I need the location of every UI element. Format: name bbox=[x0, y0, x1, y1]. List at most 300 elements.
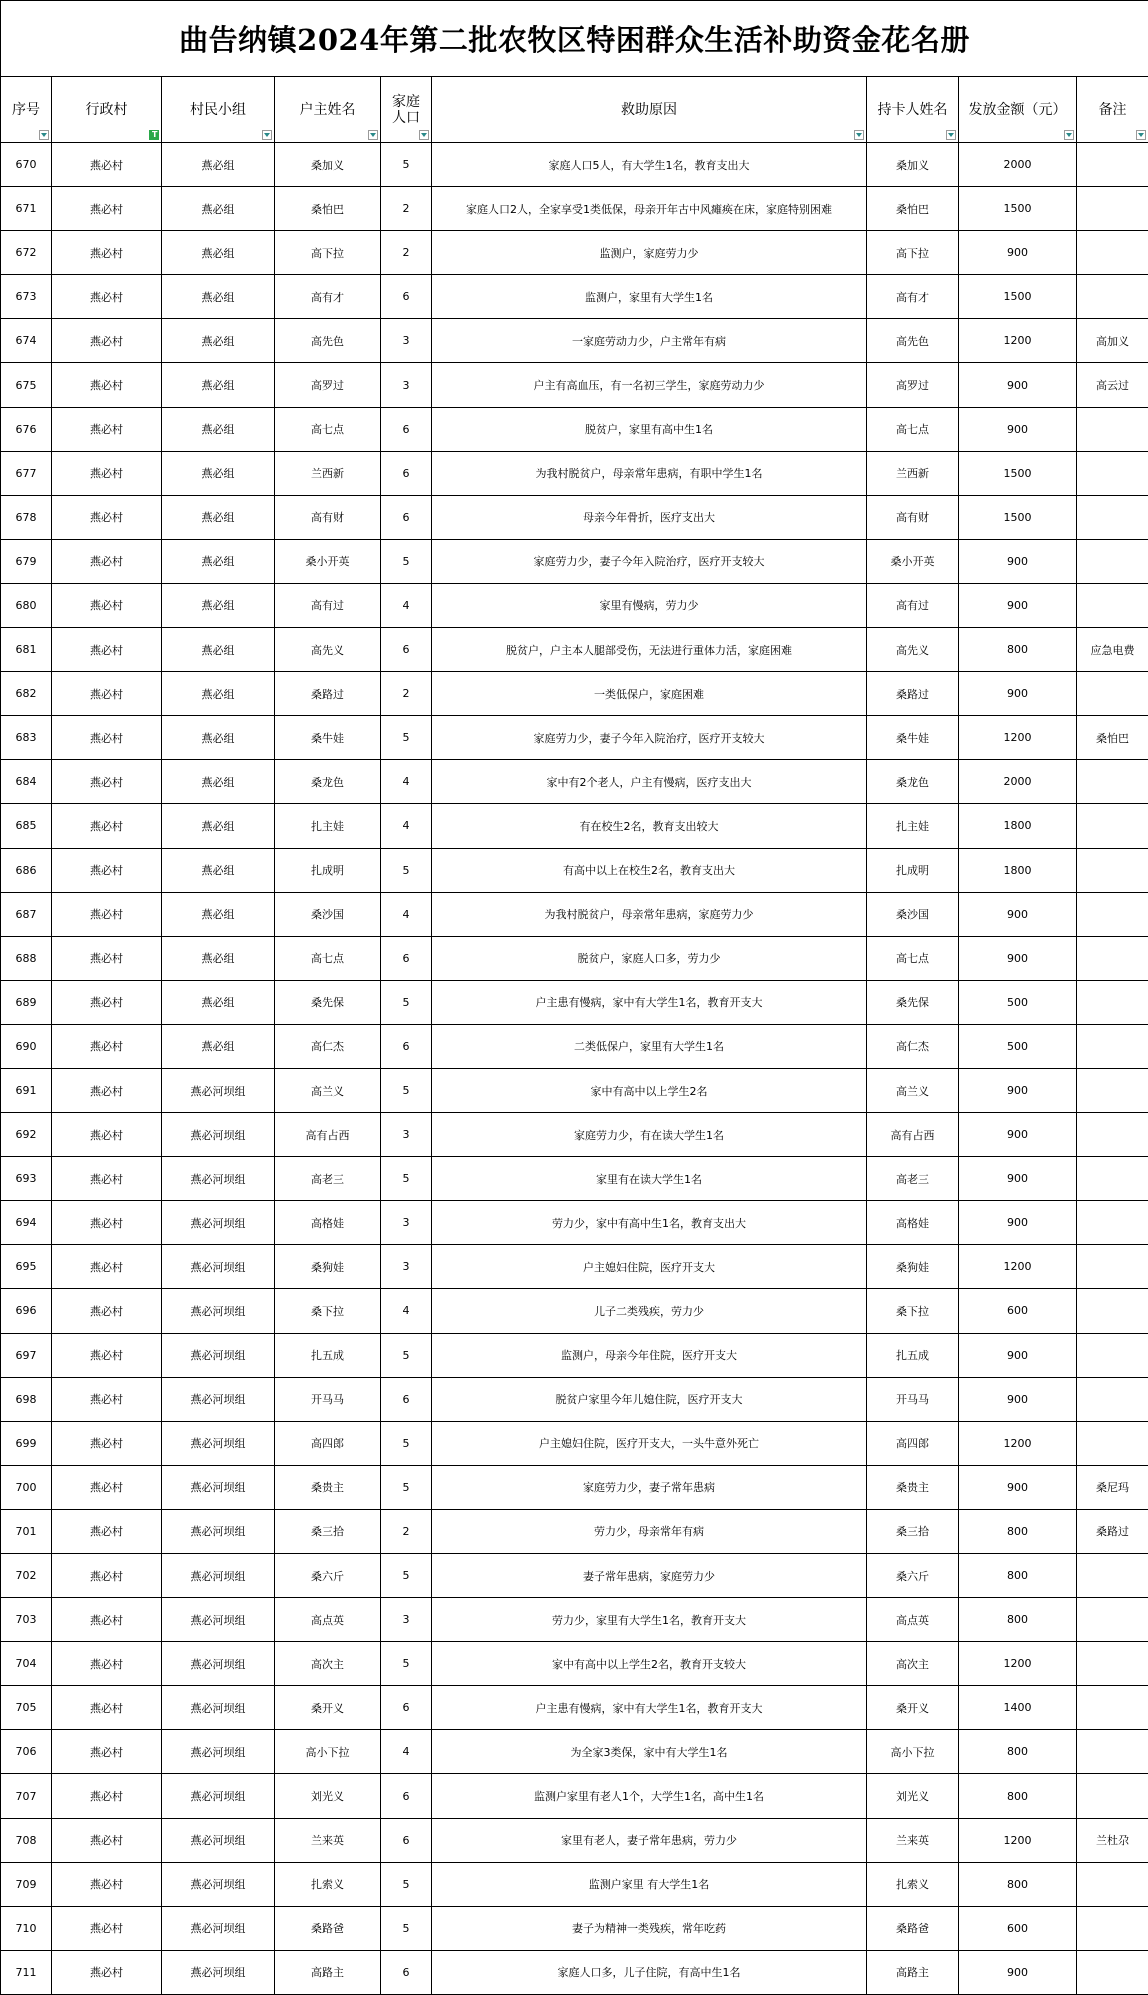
cell-head[interactable]: 高路主 bbox=[275, 1950, 381, 1994]
cell-head[interactable]: 桑开义 bbox=[275, 1686, 381, 1730]
cell-group[interactable]: 燕必河坝组 bbox=[162, 1642, 275, 1686]
cell-group[interactable]: 燕必河坝组 bbox=[162, 1730, 275, 1774]
cell-village[interactable]: 燕必村 bbox=[52, 319, 162, 363]
cell-amount[interactable]: 900 bbox=[959, 539, 1077, 583]
cell-amount[interactable]: 900 bbox=[959, 936, 1077, 980]
cell-group[interactable]: 燕必河坝组 bbox=[162, 1950, 275, 1994]
cell-head[interactable]: 扎成明 bbox=[275, 848, 381, 892]
cell-head[interactable]: 扎主娃 bbox=[275, 804, 381, 848]
cell-reason[interactable]: 监测户，家庭劳力少 bbox=[432, 231, 867, 275]
cell-group[interactable]: 燕必组 bbox=[162, 231, 275, 275]
cell-head[interactable]: 桑牛娃 bbox=[275, 716, 381, 760]
cell-holder[interactable]: 桑贵主 bbox=[867, 1465, 959, 1509]
cell-amount[interactable]: 900 bbox=[959, 363, 1077, 407]
cell-reason[interactable]: 户主患有慢病，家中有大学生1名，教育开支大 bbox=[432, 980, 867, 1024]
cell-seq[interactable]: 679 bbox=[1, 539, 52, 583]
cell-note[interactable] bbox=[1077, 1598, 1148, 1642]
cell-holder[interactable]: 桑沙国 bbox=[867, 892, 959, 936]
cell-amount[interactable]: 900 bbox=[959, 1113, 1077, 1157]
cell-head[interactable]: 桑先保 bbox=[275, 980, 381, 1024]
cell-amount[interactable]: 1400 bbox=[959, 1686, 1077, 1730]
cell-group[interactable]: 燕必组 bbox=[162, 187, 275, 231]
cell-reason[interactable]: 有高中以上在校生2名，教育支出大 bbox=[432, 848, 867, 892]
cell-pop[interactable]: 5 bbox=[381, 1068, 432, 1112]
cell-note[interactable] bbox=[1077, 407, 1148, 451]
cell-pop[interactable]: 3 bbox=[381, 1201, 432, 1245]
cell-reason[interactable]: 家中有高中以上学生2名 bbox=[432, 1068, 867, 1112]
cell-note[interactable]: 桑路过 bbox=[1077, 1509, 1148, 1553]
cell-note[interactable] bbox=[1077, 1906, 1148, 1950]
cell-holder[interactable]: 扎五成 bbox=[867, 1333, 959, 1377]
cell-note[interactable] bbox=[1077, 804, 1148, 848]
cell-pop[interactable]: 6 bbox=[381, 407, 432, 451]
cell-village[interactable]: 燕必村 bbox=[52, 1024, 162, 1068]
cell-village[interactable]: 燕必村 bbox=[52, 231, 162, 275]
cell-amount[interactable]: 600 bbox=[959, 1906, 1077, 1950]
cell-amount[interactable]: 800 bbox=[959, 1730, 1077, 1774]
filter-dropdown-icon[interactable] bbox=[262, 130, 272, 140]
cell-seq[interactable]: 700 bbox=[1, 1465, 52, 1509]
cell-holder[interactable]: 桑路过 bbox=[867, 672, 959, 716]
cell-village[interactable]: 燕必村 bbox=[52, 1862, 162, 1906]
cell-village[interactable]: 燕必村 bbox=[52, 716, 162, 760]
cell-pop[interactable]: 5 bbox=[381, 980, 432, 1024]
cell-holder[interactable]: 高格娃 bbox=[867, 1201, 959, 1245]
cell-group[interactable]: 燕必河坝组 bbox=[162, 1289, 275, 1333]
cell-group[interactable]: 燕必组 bbox=[162, 583, 275, 627]
cell-holder[interactable]: 桑加义 bbox=[867, 143, 959, 187]
cell-seq[interactable]: 710 bbox=[1, 1906, 52, 1950]
cell-pop[interactable]: 5 bbox=[381, 1157, 432, 1201]
cell-note[interactable] bbox=[1077, 495, 1148, 539]
cell-head[interactable]: 桑狗娃 bbox=[275, 1245, 381, 1289]
cell-head[interactable]: 高格娃 bbox=[275, 1201, 381, 1245]
cell-seq[interactable]: 683 bbox=[1, 716, 52, 760]
cell-village[interactable]: 燕必村 bbox=[52, 1377, 162, 1421]
cell-note[interactable] bbox=[1077, 1686, 1148, 1730]
cell-village[interactable]: 燕必村 bbox=[52, 451, 162, 495]
cell-amount[interactable]: 800 bbox=[959, 1554, 1077, 1598]
cell-note[interactable] bbox=[1077, 583, 1148, 627]
cell-amount[interactable]: 900 bbox=[959, 1377, 1077, 1421]
cell-head[interactable]: 桑怕巴 bbox=[275, 187, 381, 231]
cell-village[interactable]: 燕必村 bbox=[52, 187, 162, 231]
cell-group[interactable]: 燕必组 bbox=[162, 407, 275, 451]
cell-holder[interactable]: 高路主 bbox=[867, 1950, 959, 1994]
cell-pop[interactable]: 5 bbox=[381, 716, 432, 760]
cell-amount[interactable]: 600 bbox=[959, 1289, 1077, 1333]
cell-note[interactable] bbox=[1077, 1554, 1148, 1598]
cell-holder[interactable]: 扎索义 bbox=[867, 1862, 959, 1906]
cell-village[interactable]: 燕必村 bbox=[52, 1245, 162, 1289]
cell-holder[interactable]: 桑牛娃 bbox=[867, 716, 959, 760]
cell-group[interactable]: 燕必组 bbox=[162, 275, 275, 319]
cell-holder[interactable]: 兰西新 bbox=[867, 451, 959, 495]
cell-pop[interactable]: 3 bbox=[381, 363, 432, 407]
cell-head[interactable]: 高有才 bbox=[275, 275, 381, 319]
cell-amount[interactable]: 900 bbox=[959, 892, 1077, 936]
cell-village[interactable]: 燕必村 bbox=[52, 1818, 162, 1862]
cell-reason[interactable]: 监测户家里 有大学生1名 bbox=[432, 1862, 867, 1906]
cell-seq[interactable]: 691 bbox=[1, 1068, 52, 1112]
cell-holder[interactable]: 高四郎 bbox=[867, 1421, 959, 1465]
cell-group[interactable]: 燕必组 bbox=[162, 936, 275, 980]
cell-seq[interactable]: 690 bbox=[1, 1024, 52, 1068]
cell-group[interactable]: 燕必河坝组 bbox=[162, 1554, 275, 1598]
cell-pop[interactable]: 6 bbox=[381, 936, 432, 980]
cell-head[interactable]: 高点英 bbox=[275, 1598, 381, 1642]
cell-pop[interactable]: 4 bbox=[381, 804, 432, 848]
filter-dropdown-icon[interactable] bbox=[946, 130, 956, 140]
cell-amount[interactable]: 500 bbox=[959, 980, 1077, 1024]
cell-pop[interactable]: 6 bbox=[381, 1686, 432, 1730]
cell-head[interactable]: 桑六斤 bbox=[275, 1554, 381, 1598]
cell-head[interactable]: 桑贵主 bbox=[275, 1465, 381, 1509]
cell-pop[interactable]: 3 bbox=[381, 1598, 432, 1642]
cell-village[interactable]: 燕必村 bbox=[52, 495, 162, 539]
cell-head[interactable]: 高七点 bbox=[275, 407, 381, 451]
cell-group[interactable]: 燕必河坝组 bbox=[162, 1157, 275, 1201]
cell-seq[interactable]: 677 bbox=[1, 451, 52, 495]
cell-holder[interactable]: 兰来英 bbox=[867, 1818, 959, 1862]
cell-village[interactable]: 燕必村 bbox=[52, 936, 162, 980]
filter-dropdown-icon[interactable] bbox=[854, 130, 864, 140]
cell-seq[interactable]: 696 bbox=[1, 1289, 52, 1333]
cell-village[interactable]: 燕必村 bbox=[52, 672, 162, 716]
cell-group[interactable]: 燕必河坝组 bbox=[162, 1598, 275, 1642]
cell-village[interactable]: 燕必村 bbox=[52, 363, 162, 407]
cell-seq[interactable]: 682 bbox=[1, 672, 52, 716]
cell-group[interactable]: 燕必组 bbox=[162, 1024, 275, 1068]
cell-holder[interactable]: 高七点 bbox=[867, 407, 959, 451]
cell-village[interactable]: 燕必村 bbox=[52, 1598, 162, 1642]
cell-holder[interactable]: 高仁杰 bbox=[867, 1024, 959, 1068]
cell-seq[interactable]: 676 bbox=[1, 407, 52, 451]
filter-dropdown-icon[interactable] bbox=[419, 130, 429, 140]
cell-group[interactable]: 燕必组 bbox=[162, 628, 275, 672]
cell-pop[interactable]: 4 bbox=[381, 1289, 432, 1333]
cell-pop[interactable]: 5 bbox=[381, 143, 432, 187]
cell-seq[interactable]: 695 bbox=[1, 1245, 52, 1289]
cell-seq[interactable]: 709 bbox=[1, 1862, 52, 1906]
cell-amount[interactable]: 800 bbox=[959, 1509, 1077, 1553]
cell-village[interactable]: 燕必村 bbox=[52, 892, 162, 936]
cell-pop[interactable]: 2 bbox=[381, 1509, 432, 1553]
cell-seq[interactable]: 673 bbox=[1, 275, 52, 319]
cell-note[interactable] bbox=[1077, 1201, 1148, 1245]
cell-seq[interactable]: 674 bbox=[1, 319, 52, 363]
cell-amount[interactable]: 900 bbox=[959, 1157, 1077, 1201]
cell-note[interactable]: 兰杜尕 bbox=[1077, 1818, 1148, 1862]
cell-head[interactable]: 桑三拾 bbox=[275, 1509, 381, 1553]
cell-amount[interactable]: 500 bbox=[959, 1024, 1077, 1068]
cell-village[interactable]: 燕必村 bbox=[52, 407, 162, 451]
cell-seq[interactable]: 707 bbox=[1, 1774, 52, 1818]
cell-head[interactable]: 高小下拉 bbox=[275, 1730, 381, 1774]
cell-head[interactable]: 高次主 bbox=[275, 1642, 381, 1686]
cell-village[interactable]: 燕必村 bbox=[52, 1950, 162, 1994]
cell-reason[interactable]: 劳力少，家中有高中生1名，教育支出大 bbox=[432, 1201, 867, 1245]
cell-pop[interactable]: 3 bbox=[381, 1113, 432, 1157]
cell-village[interactable]: 燕必村 bbox=[52, 1333, 162, 1377]
cell-amount[interactable]: 800 bbox=[959, 1862, 1077, 1906]
cell-amount[interactable]: 900 bbox=[959, 1465, 1077, 1509]
cell-seq[interactable]: 698 bbox=[1, 1377, 52, 1421]
cell-reason[interactable]: 家庭劳力少，妻子常年患病 bbox=[432, 1465, 867, 1509]
cell-holder[interactable]: 高先色 bbox=[867, 319, 959, 363]
cell-head[interactable]: 高仁杰 bbox=[275, 1024, 381, 1068]
cell-seq[interactable]: 686 bbox=[1, 848, 52, 892]
cell-amount[interactable]: 2000 bbox=[959, 143, 1077, 187]
cell-amount[interactable]: 1800 bbox=[959, 804, 1077, 848]
cell-pop[interactable]: 6 bbox=[381, 495, 432, 539]
cell-group[interactable]: 燕必组 bbox=[162, 760, 275, 804]
cell-village[interactable]: 燕必村 bbox=[52, 275, 162, 319]
cell-village[interactable]: 燕必村 bbox=[52, 1068, 162, 1112]
cell-holder[interactable]: 刘光义 bbox=[867, 1774, 959, 1818]
cell-holder[interactable]: 桑怕巴 bbox=[867, 187, 959, 231]
cell-pop[interactable]: 6 bbox=[381, 1774, 432, 1818]
cell-note[interactable] bbox=[1077, 539, 1148, 583]
cell-pop[interactable]: 6 bbox=[381, 451, 432, 495]
cell-reason[interactable]: 监测户，母亲今年住院，医疗开支大 bbox=[432, 1333, 867, 1377]
cell-amount[interactable]: 1200 bbox=[959, 1421, 1077, 1465]
cell-head[interactable]: 开马马 bbox=[275, 1377, 381, 1421]
cell-note[interactable] bbox=[1077, 1377, 1148, 1421]
cell-reason[interactable]: 脱贫户，户主本人腿部受伤，无法进行重体力活，家庭困难 bbox=[432, 628, 867, 672]
cell-group[interactable]: 燕必河坝组 bbox=[162, 1068, 275, 1112]
cell-seq[interactable]: 681 bbox=[1, 628, 52, 672]
cell-holder[interactable]: 桑狗娃 bbox=[867, 1245, 959, 1289]
cell-head[interactable]: 桑小开英 bbox=[275, 539, 381, 583]
cell-reason[interactable]: 家里有慢病，劳力少 bbox=[432, 583, 867, 627]
cell-holder[interactable]: 开马马 bbox=[867, 1377, 959, 1421]
cell-reason[interactable]: 监测户，家里有大学生1名 bbox=[432, 275, 867, 319]
cell-head[interactable]: 高先色 bbox=[275, 319, 381, 363]
cell-reason[interactable]: 家中有2个老人，户主有慢病，医疗支出大 bbox=[432, 760, 867, 804]
cell-group[interactable]: 燕必河坝组 bbox=[162, 1774, 275, 1818]
cell-note[interactable] bbox=[1077, 1642, 1148, 1686]
cell-pop[interactable]: 5 bbox=[381, 1642, 432, 1686]
cell-note[interactable]: 高加义 bbox=[1077, 319, 1148, 363]
cell-note[interactable] bbox=[1077, 1024, 1148, 1068]
cell-reason[interactable]: 脱贫户家里今年儿媳住院，医疗开支大 bbox=[432, 1377, 867, 1421]
cell-group[interactable]: 燕必组 bbox=[162, 848, 275, 892]
cell-reason[interactable]: 户主患有慢病，家中有大学生1名，教育开支大 bbox=[432, 1686, 867, 1730]
cell-holder[interactable]: 高下拉 bbox=[867, 231, 959, 275]
cell-seq[interactable]: 685 bbox=[1, 804, 52, 848]
cell-note[interactable]: 应急电费 bbox=[1077, 628, 1148, 672]
cell-seq[interactable]: 699 bbox=[1, 1421, 52, 1465]
cell-village[interactable]: 燕必村 bbox=[52, 804, 162, 848]
cell-group[interactable]: 燕必河坝组 bbox=[162, 1465, 275, 1509]
cell-group[interactable]: 燕必组 bbox=[162, 143, 275, 187]
cell-holder[interactable]: 高有才 bbox=[867, 275, 959, 319]
cell-note[interactable] bbox=[1077, 1862, 1148, 1906]
cell-seq[interactable]: 702 bbox=[1, 1554, 52, 1598]
cell-village[interactable]: 燕必村 bbox=[52, 1642, 162, 1686]
cell-reason[interactable]: 家庭人口多，儿子住院，有高中生1名 bbox=[432, 1950, 867, 1994]
cell-head[interactable]: 高四郎 bbox=[275, 1421, 381, 1465]
cell-reason[interactable]: 家中有高中以上学生2名，教育开支较大 bbox=[432, 1642, 867, 1686]
cell-holder[interactable]: 桑小开英 bbox=[867, 539, 959, 583]
cell-note[interactable] bbox=[1077, 1730, 1148, 1774]
cell-reason[interactable]: 脱贫户，家庭人口多，劳力少 bbox=[432, 936, 867, 980]
cell-village[interactable]: 燕必村 bbox=[52, 1686, 162, 1730]
cell-seq[interactable]: 688 bbox=[1, 936, 52, 980]
cell-head[interactable]: 高罗过 bbox=[275, 363, 381, 407]
cell-note[interactable] bbox=[1077, 275, 1148, 319]
cell-amount[interactable]: 900 bbox=[959, 1950, 1077, 1994]
cell-head[interactable]: 刘光义 bbox=[275, 1774, 381, 1818]
cell-reason[interactable]: 劳力少，母亲常年有病 bbox=[432, 1509, 867, 1553]
cell-seq[interactable]: 697 bbox=[1, 1333, 52, 1377]
cell-holder[interactable]: 扎成明 bbox=[867, 848, 959, 892]
cell-head[interactable]: 高有财 bbox=[275, 495, 381, 539]
cell-pop[interactable]: 2 bbox=[381, 231, 432, 275]
cell-head[interactable]: 扎索义 bbox=[275, 1862, 381, 1906]
cell-group[interactable]: 燕必河坝组 bbox=[162, 1906, 275, 1950]
cell-village[interactable]: 燕必村 bbox=[52, 628, 162, 672]
cell-holder[interactable]: 高老三 bbox=[867, 1157, 959, 1201]
cell-holder[interactable]: 高有财 bbox=[867, 495, 959, 539]
cell-group[interactable]: 燕必组 bbox=[162, 980, 275, 1024]
cell-seq[interactable]: 670 bbox=[1, 143, 52, 187]
cell-note[interactable] bbox=[1077, 1950, 1148, 1994]
cell-note[interactable] bbox=[1077, 1421, 1148, 1465]
cell-note[interactable] bbox=[1077, 848, 1148, 892]
cell-holder[interactable]: 桑三拾 bbox=[867, 1509, 959, 1553]
cell-seq[interactable]: 708 bbox=[1, 1818, 52, 1862]
cell-pop[interactable]: 6 bbox=[381, 1024, 432, 1068]
cell-holder[interactable]: 桑路爸 bbox=[867, 1906, 959, 1950]
cell-village[interactable]: 燕必村 bbox=[52, 1157, 162, 1201]
filter-dropdown-icon[interactable] bbox=[39, 130, 49, 140]
cell-village[interactable]: 燕必村 bbox=[52, 1113, 162, 1157]
cell-village[interactable]: 燕必村 bbox=[52, 1465, 162, 1509]
cell-note[interactable] bbox=[1077, 1289, 1148, 1333]
cell-village[interactable]: 燕必村 bbox=[52, 1421, 162, 1465]
cell-head[interactable]: 扎五成 bbox=[275, 1333, 381, 1377]
cell-note[interactable] bbox=[1077, 936, 1148, 980]
cell-note[interactable] bbox=[1077, 231, 1148, 275]
cell-note[interactable] bbox=[1077, 1157, 1148, 1201]
cell-holder[interactable]: 高罗过 bbox=[867, 363, 959, 407]
cell-amount[interactable]: 900 bbox=[959, 231, 1077, 275]
cell-village[interactable]: 燕必村 bbox=[52, 848, 162, 892]
cell-pop[interactable]: 6 bbox=[381, 1950, 432, 1994]
cell-note[interactable] bbox=[1077, 1245, 1148, 1289]
cell-note[interactable]: 高云过 bbox=[1077, 363, 1148, 407]
cell-reason[interactable]: 劳力少，家里有大学生1名，教育开支大 bbox=[432, 1598, 867, 1642]
cell-head[interactable]: 高有占西 bbox=[275, 1113, 381, 1157]
cell-amount[interactable]: 800 bbox=[959, 628, 1077, 672]
cell-pop[interactable]: 2 bbox=[381, 187, 432, 231]
cell-group[interactable]: 燕必组 bbox=[162, 363, 275, 407]
cell-group[interactable]: 燕必组 bbox=[162, 716, 275, 760]
cell-seq[interactable]: 694 bbox=[1, 1201, 52, 1245]
cell-seq[interactable]: 704 bbox=[1, 1642, 52, 1686]
cell-reason[interactable]: 户主有高血压，有一名初三学生，家庭劳动力少 bbox=[432, 363, 867, 407]
cell-seq[interactable]: 672 bbox=[1, 231, 52, 275]
cell-head[interactable]: 兰来英 bbox=[275, 1818, 381, 1862]
cell-group[interactable]: 燕必组 bbox=[162, 319, 275, 363]
cell-group[interactable]: 燕必组 bbox=[162, 495, 275, 539]
cell-village[interactable]: 燕必村 bbox=[52, 1509, 162, 1553]
cell-note[interactable] bbox=[1077, 1113, 1148, 1157]
cell-reason[interactable]: 家庭劳力少，妻子今年入院治疗，医疗开支较大 bbox=[432, 716, 867, 760]
cell-reason[interactable]: 家庭人口2人，全家享受1类低保，母亲开年古中风瘫痪在床，家庭特别困难 bbox=[432, 187, 867, 231]
cell-seq[interactable]: 706 bbox=[1, 1730, 52, 1774]
cell-pop[interactable]: 5 bbox=[381, 1554, 432, 1598]
cell-village[interactable]: 燕必村 bbox=[52, 1774, 162, 1818]
cell-holder[interactable]: 桑开义 bbox=[867, 1686, 959, 1730]
cell-group[interactable]: 燕必河坝组 bbox=[162, 1509, 275, 1553]
cell-pop[interactable]: 4 bbox=[381, 1730, 432, 1774]
cell-group[interactable]: 燕必河坝组 bbox=[162, 1377, 275, 1421]
cell-village[interactable]: 燕必村 bbox=[52, 1554, 162, 1598]
cell-note[interactable] bbox=[1077, 187, 1148, 231]
cell-group[interactable]: 燕必河坝组 bbox=[162, 1862, 275, 1906]
cell-amount[interactable]: 900 bbox=[959, 583, 1077, 627]
cell-village[interactable]: 燕必村 bbox=[52, 1201, 162, 1245]
cell-holder[interactable]: 高次主 bbox=[867, 1642, 959, 1686]
cell-seq[interactable]: 711 bbox=[1, 1950, 52, 1994]
cell-reason[interactable]: 户主媳妇住院，医疗开支大，一头牛意外死亡 bbox=[432, 1421, 867, 1465]
cell-pop[interactable]: 3 bbox=[381, 1245, 432, 1289]
cell-pop[interactable]: 6 bbox=[381, 628, 432, 672]
cell-head[interactable]: 桑龙色 bbox=[275, 760, 381, 804]
cell-note[interactable] bbox=[1077, 1774, 1148, 1818]
cell-seq[interactable]: 703 bbox=[1, 1598, 52, 1642]
cell-holder[interactable]: 高兰义 bbox=[867, 1068, 959, 1112]
cell-seq[interactable]: 680 bbox=[1, 583, 52, 627]
cell-reason[interactable]: 家庭人口5人，有大学生1名，教育支出大 bbox=[432, 143, 867, 187]
cell-reason[interactable]: 脱贫户，家里有高中生1名 bbox=[432, 407, 867, 451]
cell-reason[interactable]: 妻子为精神一类残疾，常年吃药 bbox=[432, 1906, 867, 1950]
cell-reason[interactable]: 有在校生2名，教育支出较大 bbox=[432, 804, 867, 848]
cell-pop[interactable]: 5 bbox=[381, 848, 432, 892]
cell-pop[interactable]: 6 bbox=[381, 1377, 432, 1421]
cell-amount[interactable]: 800 bbox=[959, 1774, 1077, 1818]
cell-reason[interactable]: 母亲今年骨折，医疗支出大 bbox=[432, 495, 867, 539]
cell-note[interactable]: 桑怕巴 bbox=[1077, 716, 1148, 760]
cell-head[interactable]: 高七点 bbox=[275, 936, 381, 980]
cell-village[interactable]: 燕必村 bbox=[52, 760, 162, 804]
cell-amount[interactable]: 2000 bbox=[959, 760, 1077, 804]
cell-seq[interactable]: 701 bbox=[1, 1509, 52, 1553]
cell-note[interactable] bbox=[1077, 980, 1148, 1024]
cell-holder[interactable]: 高先义 bbox=[867, 628, 959, 672]
cell-note[interactable] bbox=[1077, 672, 1148, 716]
cell-village[interactable]: 燕必村 bbox=[52, 1906, 162, 1950]
cell-holder[interactable]: 桑先保 bbox=[867, 980, 959, 1024]
cell-group[interactable]: 燕必河坝组 bbox=[162, 1686, 275, 1730]
cell-holder[interactable]: 桑六斤 bbox=[867, 1554, 959, 1598]
cell-seq[interactable]: 689 bbox=[1, 980, 52, 1024]
cell-amount[interactable]: 800 bbox=[959, 1598, 1077, 1642]
cell-group[interactable]: 燕必组 bbox=[162, 539, 275, 583]
cell-head[interactable]: 高老三 bbox=[275, 1157, 381, 1201]
cell-holder[interactable]: 高点英 bbox=[867, 1598, 959, 1642]
cell-head[interactable]: 桑路爸 bbox=[275, 1906, 381, 1950]
cell-reason[interactable]: 儿子二类残疾，劳力少 bbox=[432, 1289, 867, 1333]
cell-pop[interactable]: 4 bbox=[381, 583, 432, 627]
cell-holder[interactable]: 桑下拉 bbox=[867, 1289, 959, 1333]
cell-amount[interactable]: 1500 bbox=[959, 187, 1077, 231]
cell-group[interactable]: 燕必河坝组 bbox=[162, 1113, 275, 1157]
cell-amount[interactable]: 1200 bbox=[959, 1818, 1077, 1862]
